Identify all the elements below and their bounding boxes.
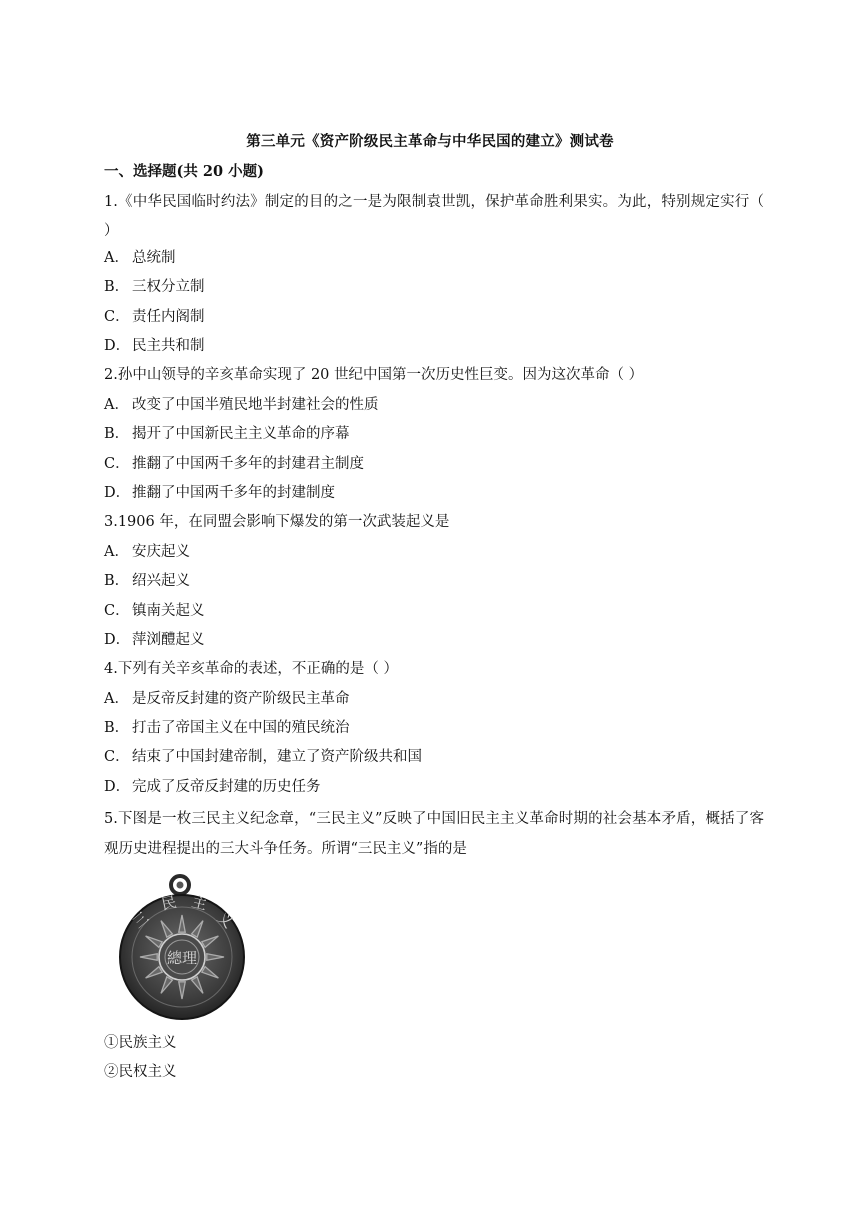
option-letter: A． [104, 690, 129, 707]
option-text: 推翻了中国两千多年的封建君主制度 [132, 455, 364, 472]
option-letter: D． [104, 631, 131, 648]
option-text: 总统制 [132, 249, 176, 266]
option [104, 453, 764, 482]
option [104, 276, 764, 305]
option-text: 镇南关起义 [132, 602, 205, 619]
option-text: 民主共和制 [132, 337, 205, 354]
option-text: 推翻了中国两千多年的封建制度 [132, 484, 335, 501]
option-letter: C． [104, 308, 130, 325]
option-letter: C． [104, 455, 130, 472]
question-stem-3: 3.1906 年，在同盟会影响下爆发的第一次武装起义是 [104, 514, 450, 531]
option [104, 541, 764, 570]
question-stem-2: 2.孙中山领导的辛亥革命实现了 20 世纪中国第一次历史性巨变。因为这次革命（ ） [104, 367, 644, 384]
option-letter: B． [104, 573, 130, 590]
option [104, 776, 764, 805]
option-text: 打击了帝国主义在中国的殖民统治 [132, 720, 350, 737]
option [104, 335, 764, 364]
medal-char: 民 [159, 892, 179, 914]
option-text: 三权分立制 [132, 279, 205, 296]
option-letter: D． [104, 778, 131, 795]
option-letter: B． [104, 279, 130, 296]
answer-item: ①民族主义 [104, 1035, 177, 1052]
option-text: 改变了中国半殖民地半封建社会的性质 [132, 396, 379, 413]
option-letter: A． [104, 249, 129, 266]
option [104, 688, 764, 717]
medal-char: 三 [129, 908, 153, 932]
medal-image [118, 872, 258, 1032]
option-letter: B． [104, 720, 130, 737]
answer-item: ②民权主义 [104, 1064, 177, 1081]
option [104, 482, 764, 511]
page-title: 第三单元《资产阶级民主革命与中华民国的建立》测试卷 [246, 133, 614, 150]
option-letter: B． [104, 426, 130, 443]
option-letter: A． [104, 396, 129, 413]
option [104, 247, 764, 276]
option-text: 安庆起义 [132, 543, 190, 560]
medal-center-text: 總理 [166, 949, 198, 968]
option [104, 570, 764, 599]
medal-char: 主 [189, 892, 209, 914]
option-text: 完成了反帝反封建的历史任务 [132, 778, 321, 795]
option [104, 394, 764, 423]
medal-char: 义 [213, 908, 237, 932]
option-letter: D． [104, 484, 131, 501]
option-letter: A． [104, 543, 129, 560]
option-letter: C． [104, 602, 130, 619]
option [104, 629, 764, 658]
option [104, 306, 764, 335]
option-text: 揭开了中国新民主主义革命的序幕 [132, 426, 350, 443]
option [104, 717, 764, 746]
question-stem-5: 5.下图是一枚三民主义纪念章，“三民主义”反映了中国旧民主主义革命时期的社会基本矛盾，概括了客观历史进程提出的三大斗争任务。所谓“三民主义”指的是 [104, 811, 764, 857]
option-text: 萍浏醴起义 [132, 631, 205, 648]
option-text: 结束了中国封建帝制，建立了资产阶级共和国 [132, 749, 422, 766]
option [104, 600, 764, 629]
option-letter: D． [104, 337, 131, 354]
section-heading: 一、选择题(共 20 小题) [104, 163, 264, 180]
option-text: 是反帝反封建的资产阶级民主革命 [132, 690, 350, 707]
option [104, 423, 764, 452]
option-letter: C． [104, 749, 130, 766]
option [104, 746, 764, 775]
option-text: 责任内阁制 [132, 308, 205, 325]
question-stem-4: 4.下列有关辛亥革命的表述，不正确的是（ ） [104, 661, 398, 678]
medal-svg [118, 872, 258, 1032]
question-list [104, 188, 764, 1091]
medal-loop-hole [177, 882, 184, 889]
option-text: 绍兴起义 [132, 573, 190, 590]
question-stem-1: 1.《中华民国临时约法》制定的目的之一是为限制袁世凯，保护革命胜利果实。为此，特别规定实行（ ） [104, 194, 764, 240]
